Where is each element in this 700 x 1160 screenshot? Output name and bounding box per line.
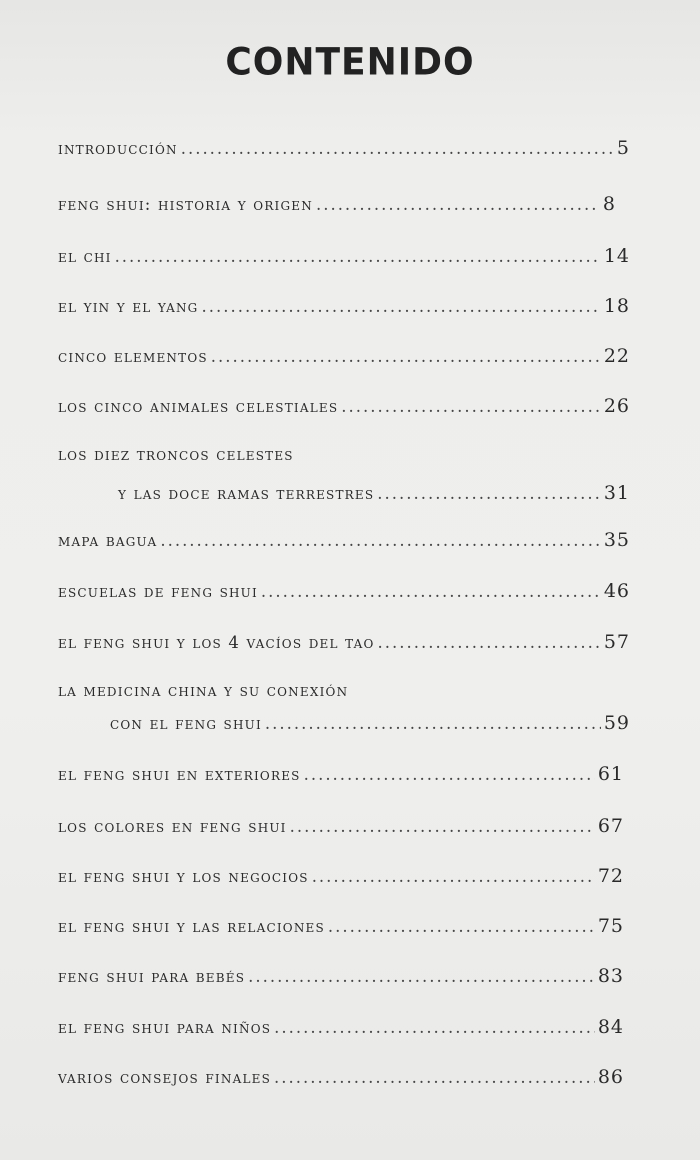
toc-page-number: 5 (616, 137, 630, 159)
toc-entry-bebes (58, 965, 624, 987)
dot-leader (312, 867, 595, 886)
toc-page-number: 59 (603, 712, 630, 734)
toc-page-number: 72 (597, 865, 624, 887)
toc-page-number: 84 (597, 1016, 624, 1038)
toc-page-number: 22 (603, 345, 630, 367)
toc-entry-title-line1: los diez troncos celestes (58, 445, 294, 464)
dot-leader (377, 484, 601, 503)
toc-entry-title: mapa bagua (58, 531, 158, 550)
dot-leader (304, 765, 595, 784)
dot-leader (115, 247, 601, 266)
dot-leader (274, 1068, 595, 1087)
toc-entry-yin-yang (58, 295, 630, 317)
dot-leader (181, 139, 614, 158)
dot-leader (290, 817, 595, 836)
toc-entry-title: el yin y el yang (58, 297, 199, 316)
toc-page-number: 57 (603, 631, 630, 653)
toc-page-number: 83 (597, 965, 624, 987)
toc-entry-exteriores (58, 763, 624, 785)
toc-entry-consejos (58, 1066, 624, 1088)
toc-entry-title: el chi (58, 247, 112, 266)
toc-entry-title-line1: la medicina china y su conexión (58, 681, 349, 700)
toc-entry-title: el feng shui en exteriores (58, 765, 301, 784)
toc-page-number: 67 (597, 815, 624, 837)
toc-page-number: 14 (603, 245, 630, 267)
toc-page-number: 75 (597, 915, 624, 937)
toc-entry-negocios (58, 865, 624, 887)
toc-entry-line2 (58, 712, 630, 734)
toc-entry-title: el feng shui para niños (58, 1018, 272, 1037)
dot-leader (261, 582, 601, 601)
toc-entry-title: introducción (58, 139, 178, 158)
toc-page-number: 86 (597, 1066, 624, 1088)
dot-leader (265, 714, 601, 733)
dot-leader (328, 917, 595, 936)
toc-entry-title: feng shui: historia y origen (58, 195, 313, 214)
toc-page-number: 46 (603, 580, 630, 602)
toc-entry-relaciones (58, 915, 624, 937)
dot-leader (274, 1018, 595, 1037)
toc-entry-troncos (58, 445, 630, 504)
toc-page-number: 26 (603, 395, 630, 417)
toc-entry-line2 (58, 482, 630, 504)
toc-entry-title: el feng shui y los negocios (58, 867, 309, 886)
toc-entry-title: los cinco animales celestiales (58, 397, 339, 416)
dot-leader (316, 195, 600, 214)
toc-entry-colores (58, 815, 624, 837)
toc-entry-title: con el feng shui (110, 714, 262, 733)
toc-page-number: 35 (603, 529, 630, 551)
toc-page-number: 8 (602, 193, 616, 215)
toc-entry-title: escuelas de feng shui (58, 582, 258, 601)
toc-entry-title: cinco elementos (58, 347, 208, 366)
toc-entry-bagua (58, 529, 630, 551)
toc-entry-vacios (58, 631, 630, 653)
toc-entry-medicina (58, 681, 630, 734)
toc-entry-title: varios consejos finales (58, 1068, 271, 1087)
toc-page-number: 61 (597, 763, 624, 785)
dot-leader (248, 967, 595, 986)
toc-entry-title: feng shui para bebés (58, 967, 246, 986)
toc-entry-historia (58, 193, 616, 215)
dot-leader (211, 347, 601, 366)
page-title: CONTENIDO (225, 40, 475, 85)
dot-leader (378, 633, 601, 652)
toc-page-number: 31 (603, 482, 630, 504)
dot-leader (201, 297, 600, 316)
dot-leader (341, 397, 601, 416)
toc-page-number: 18 (603, 295, 630, 317)
toc-entry-title: y las doce ramas terrestres (118, 484, 375, 503)
toc-entry-escuelas (58, 580, 630, 602)
toc-entry-introduccion (58, 137, 630, 159)
toc-entry-title: el feng shui y los 4 vacíos del tao (58, 633, 375, 652)
toc-entry-animales (58, 395, 630, 417)
dot-leader (160, 531, 600, 550)
toc-entry-elementos (58, 345, 630, 367)
toc-entry-ninos (58, 1016, 624, 1038)
toc-entry-chi (58, 245, 630, 267)
toc-entry-title: los colores en feng shui (58, 817, 287, 836)
toc-entry-title: el feng shui y las relaciones (58, 917, 325, 936)
